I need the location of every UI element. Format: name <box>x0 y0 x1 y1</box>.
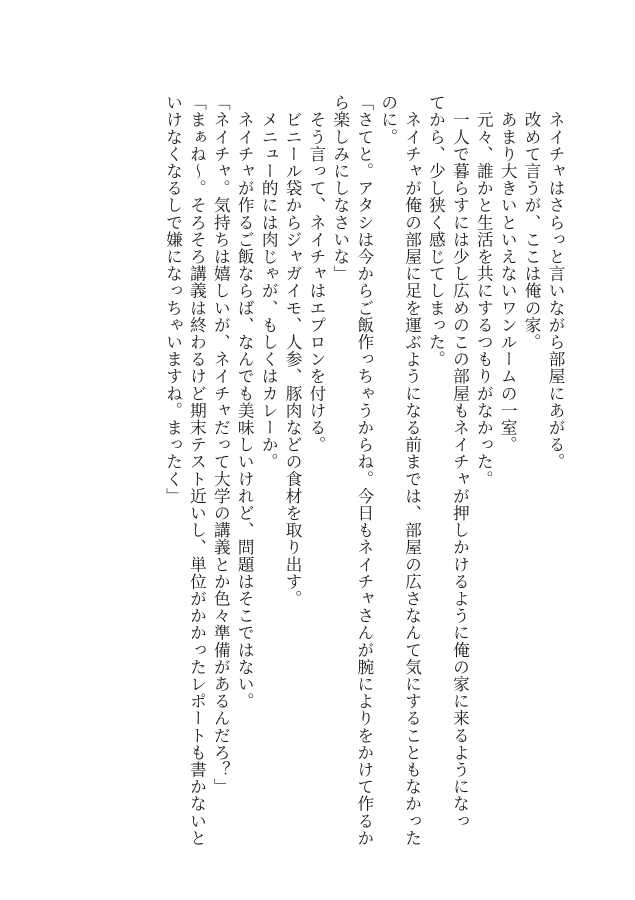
text-line: 改めて言うが、ここは俺の家。 <box>522 94 542 351</box>
text-line: ネイチャが作るご飯ならば、なんでも美味しいけれど、問題はそこではない。 <box>235 94 255 710</box>
text-line: あまり大きいといえないワンルームの一室。 <box>498 94 518 454</box>
text-line: 一人で暮らすには少し広めのこの部屋もネイチャが押しかけるように俺の家に来るようになっ <box>450 94 470 830</box>
text-line: 「さてと。アタシは今からご飯作っちゃうからね。今日もネイチャさんが腕によりをかけて作るか <box>354 94 374 847</box>
text-line: ビニール袋からジャガイモ、人参、豚肉などの食材を取り出す。 <box>283 94 303 607</box>
text-line: メニュー的には肉じゃが、もしくはカレーか。 <box>259 94 279 471</box>
text-line: ネイチャが俺の部屋に足を運ぶようになる前までは、部屋の広さなんて気にすることもなかった <box>402 94 422 847</box>
text-line: そう言って、ネイチャはエプロンを付ける。 <box>306 94 326 454</box>
text-line: 「ネイチャ。気持ちは嬉しいが、ネイチャだって大学の講義とか色々準備があるんだろ？」 <box>211 94 231 796</box>
text-line: 「まぁね～。そろそろ講義は終わるけど期末テスト近いし、単位がかかったレポートも書かないと <box>187 94 207 847</box>
text-line: いけなくなるしで嫌になっちゃいますね。まったく」 <box>163 94 183 505</box>
vertical-text-body <box>67 94 567 847</box>
text-line: ネイチャはさらっと言いながら部屋にあがる。 <box>546 94 565 471</box>
text-line: ら楽しみにしなさいな」 <box>330 94 350 283</box>
text-line: のに。 <box>378 94 398 146</box>
text-line: 元々、誰かと生活を共にするつもりがなかった。 <box>474 94 494 488</box>
text-line: てから、少し狭く感じてしまった。 <box>426 94 446 368</box>
